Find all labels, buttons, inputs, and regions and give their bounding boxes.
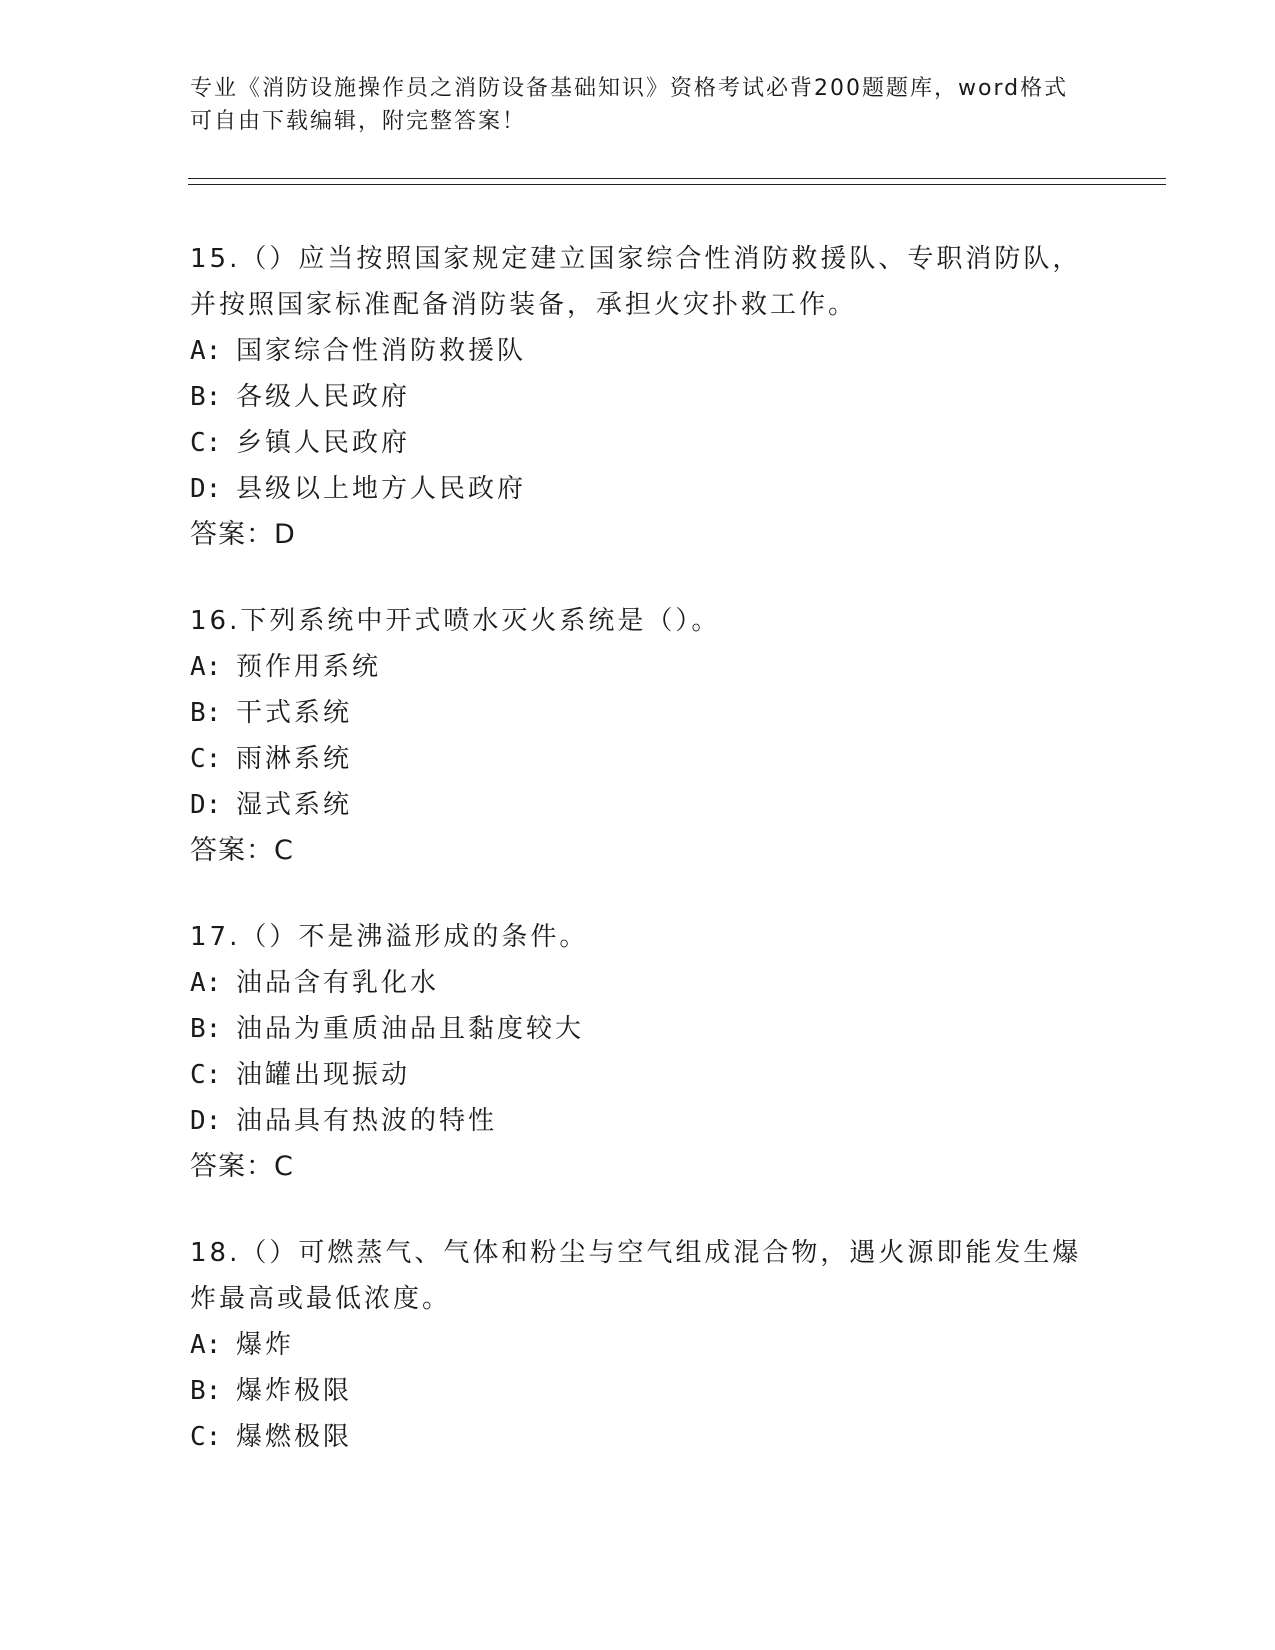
option-text: 乡镇人民政府 [236, 428, 411, 458]
option-d [190, 1098, 1090, 1144]
option-b [190, 374, 1090, 420]
option-c [190, 420, 1090, 466]
question-18 [190, 1230, 1090, 1460]
answer-label: 答案： [190, 519, 274, 550]
option-text: 爆炸极限 [236, 1376, 353, 1406]
answer-label: 答案： [190, 1151, 274, 1182]
question-stem: 17.（）不是沸溢形成的条件。 [190, 922, 589, 952]
question-stem: 16.下列系统中开式喷水灭火系统是（）。 [190, 606, 721, 636]
option-letter: C: [190, 428, 222, 458]
question-stem: 15.（）应当按照国家规定建立国家综合性消防救援队、专职消防队，并按照国家标准配备消防装备，承担火灾扑救工作。 [190, 244, 1082, 320]
answer-line [190, 1144, 1090, 1190]
option-letter: B: [190, 1014, 222, 1044]
question-17 [190, 914, 1090, 1190]
option-text: 油罐出现振动 [236, 1060, 411, 1090]
option-text: 爆炸 [236, 1330, 295, 1360]
answer-value: C [274, 1151, 294, 1182]
option-d [190, 782, 1090, 828]
option-a [190, 1322, 1090, 1368]
option-letter: A: [190, 652, 222, 682]
question-15 [190, 236, 1090, 558]
option-letter: B: [190, 382, 222, 412]
option-a [190, 328, 1090, 374]
option-a [190, 960, 1090, 1006]
option-letter: A: [190, 968, 222, 998]
answer-label: 答案： [190, 835, 274, 866]
option-b [190, 1368, 1090, 1414]
option-c [190, 1414, 1090, 1460]
option-letter: B: [190, 698, 222, 728]
answer-value: C [274, 835, 294, 866]
question-list [190, 236, 1090, 1500]
option-letter: C: [190, 1422, 222, 1452]
option-text: 油品具有热波的特性 [236, 1106, 498, 1136]
answer-line [190, 512, 1090, 558]
option-text: 油品含有乳化水 [236, 968, 440, 998]
option-text: 爆燃极限 [236, 1422, 353, 1452]
header-divider-bottom [188, 184, 1166, 185]
option-letter: C: [190, 1060, 222, 1090]
option-b [190, 1006, 1090, 1052]
option-text: 县级以上地方人民政府 [236, 474, 527, 504]
answer-line [190, 828, 1090, 874]
question-16 [190, 598, 1090, 874]
option-text: 雨淋系统 [236, 744, 353, 774]
option-letter: D: [190, 474, 222, 504]
option-c [190, 736, 1090, 782]
option-letter: C: [190, 744, 222, 774]
document-header: 专业《消防设施操作员之消防设备基础知识》资格考试必背200题题库，word格式可自由下载编辑，附完整答案！ [190, 76, 1069, 134]
option-text: 国家综合性消防救援队 [236, 336, 527, 366]
option-d [190, 466, 1090, 512]
answer-value: D [274, 519, 296, 550]
option-b [190, 690, 1090, 736]
option-c [190, 1052, 1090, 1098]
question-stem: 18.（）可燃蒸气、气体和粉尘与空气组成混合物，遇火源即能发生爆炸最高或最低浓度。 [190, 1238, 1082, 1314]
header-divider-top [188, 178, 1166, 179]
option-letter: A: [190, 336, 222, 366]
option-text: 油品为重质油品且黏度较大 [236, 1014, 585, 1044]
option-text: 各级人民政府 [236, 382, 411, 412]
option-letter: D: [190, 1106, 222, 1136]
option-letter: A: [190, 1330, 222, 1360]
option-letter: D: [190, 790, 222, 820]
option-a [190, 644, 1090, 690]
option-text: 预作用系统 [236, 652, 382, 682]
option-text: 干式系统 [236, 698, 353, 728]
option-text: 湿式系统 [236, 790, 353, 820]
option-letter: B: [190, 1376, 222, 1406]
